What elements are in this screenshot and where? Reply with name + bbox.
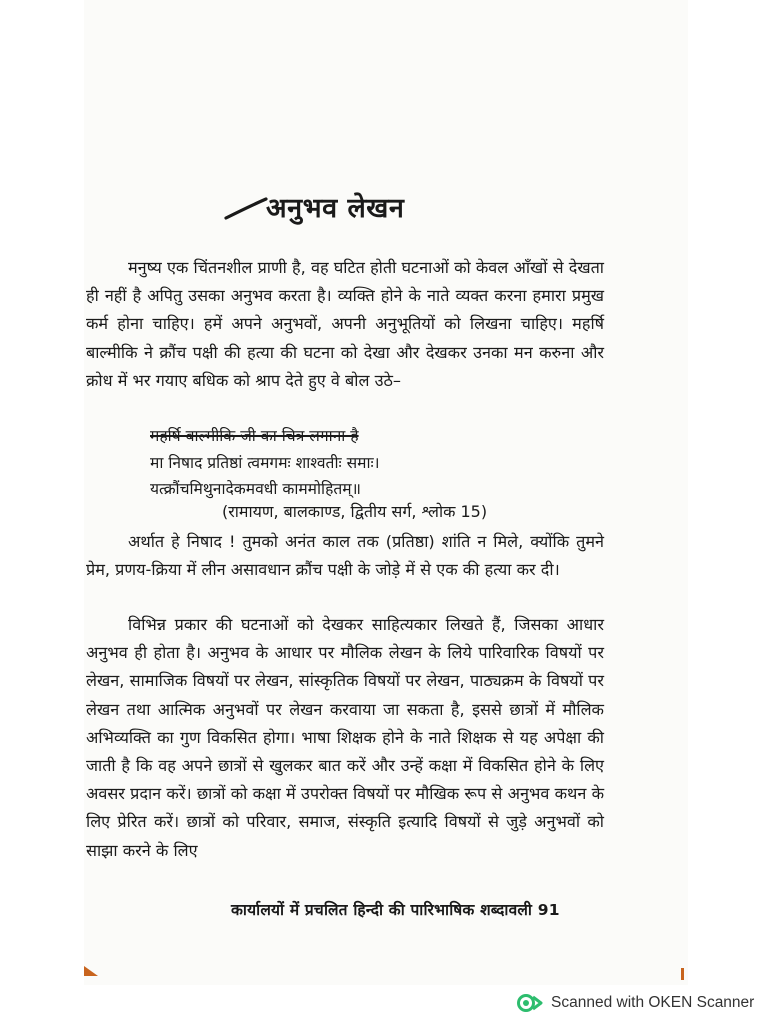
struck-note: महर्षि बाल्मीकि जी का चित्र लगाना है bbox=[150, 427, 359, 445]
oken-scanner-logo-icon bbox=[517, 993, 543, 1013]
verse-line-1: मा निषाद प्रतिष्ठां त्वमगमः शाश्वतीः समाः। bbox=[150, 454, 380, 472]
scanner-watermark-text: Scanned with OKEN Scanner bbox=[551, 994, 755, 1011]
scanner-watermark bbox=[517, 991, 754, 1015]
scan-edge-mark-right bbox=[681, 968, 684, 980]
pen-stroke-mark bbox=[224, 196, 268, 222]
page-footer: कार्यालयों में प्रचलित हिन्दी की पारिभाषिक शब्दावली 91 bbox=[231, 901, 560, 919]
body-paragraph: विभिन्न प्रकार की घटनाओं को देखकर साहित्यकार लिखते हैं, जिसका आधार अनुभव ही होता है। अनुभव के आधार पर मौलिक लेखन के लिये पारिवारिक विषयों पर लेखन, सामाजिक विषयों पर लेखन, सांस्कृतिक विषयों पर लेखन, पाठ्यक्रम के विषयों पर लेखन तथा आत्मिक अनुभवों पर लेखन करवाया जा सकता है, इससे छात्रों में मौलिक अभिव्यक्ति का गुण विकसित होगा। भाषा शिक्षक होने के नाते शिक्षक से यह अपेक्षा की जाती है कि वह अपने छात्रों से खुलकर बात करें और उन्हें कक्षा में विकसित होने के लिए अवसर प्रदान करें। छात्रों को कक्षा में उपरोक्त विषयों पर मौखिक रूप से अनुभव कथन के लिए प्रेरित करें। छात्रों को परिवार, समाज, संस्कृति इत्यादि विषयों से जुड़े अनुभवों को साझा करने के लिए bbox=[86, 615, 604, 860]
verse-line-2: यत्क्रौंचमिथुनादेकमवधी काममोहितम्॥ bbox=[150, 480, 361, 498]
meaning-paragraph: अर्थात हे निषाद ! तुमको अनंत काल तक (प्रतिष्ठा) शांति न मिले, क्योंकि तुमने प्रेम, प्रणय-क्रिया में लीन असावधान क्रौंच पक्षी के जोड़े में से एक की हत्या कर दी। bbox=[86, 532, 604, 580]
page-title: अनुभव लेखन bbox=[266, 193, 405, 224]
verse-citation: (रामायण, बालकाण्ड, द्वितीय सर्ग, श्लोक 15) bbox=[222, 502, 488, 521]
intro-paragraph: मनुष्य एक चिंतनशील प्राणी है, वह घटित होती घटनाओं को केवल आँखों से देखता ही नहीं है अपितु उसका अनुभव करता है। व्यक्ति होने के नाते व्यक्त करना हमारा प्रमुख कर्म होना चाहिए। हमें अपने अनुभवों, अपनी अनुभूतियों को लिखना चाहिए। महर्षि बाल्मीकि ने क्रौंच पक्षी की हत्या की घटना को देखा और देखकर उनका मन करुना और क्रोध में भर गयाए बधिक को श्राप देते हुए वे बोल उठे– bbox=[86, 258, 604, 390]
